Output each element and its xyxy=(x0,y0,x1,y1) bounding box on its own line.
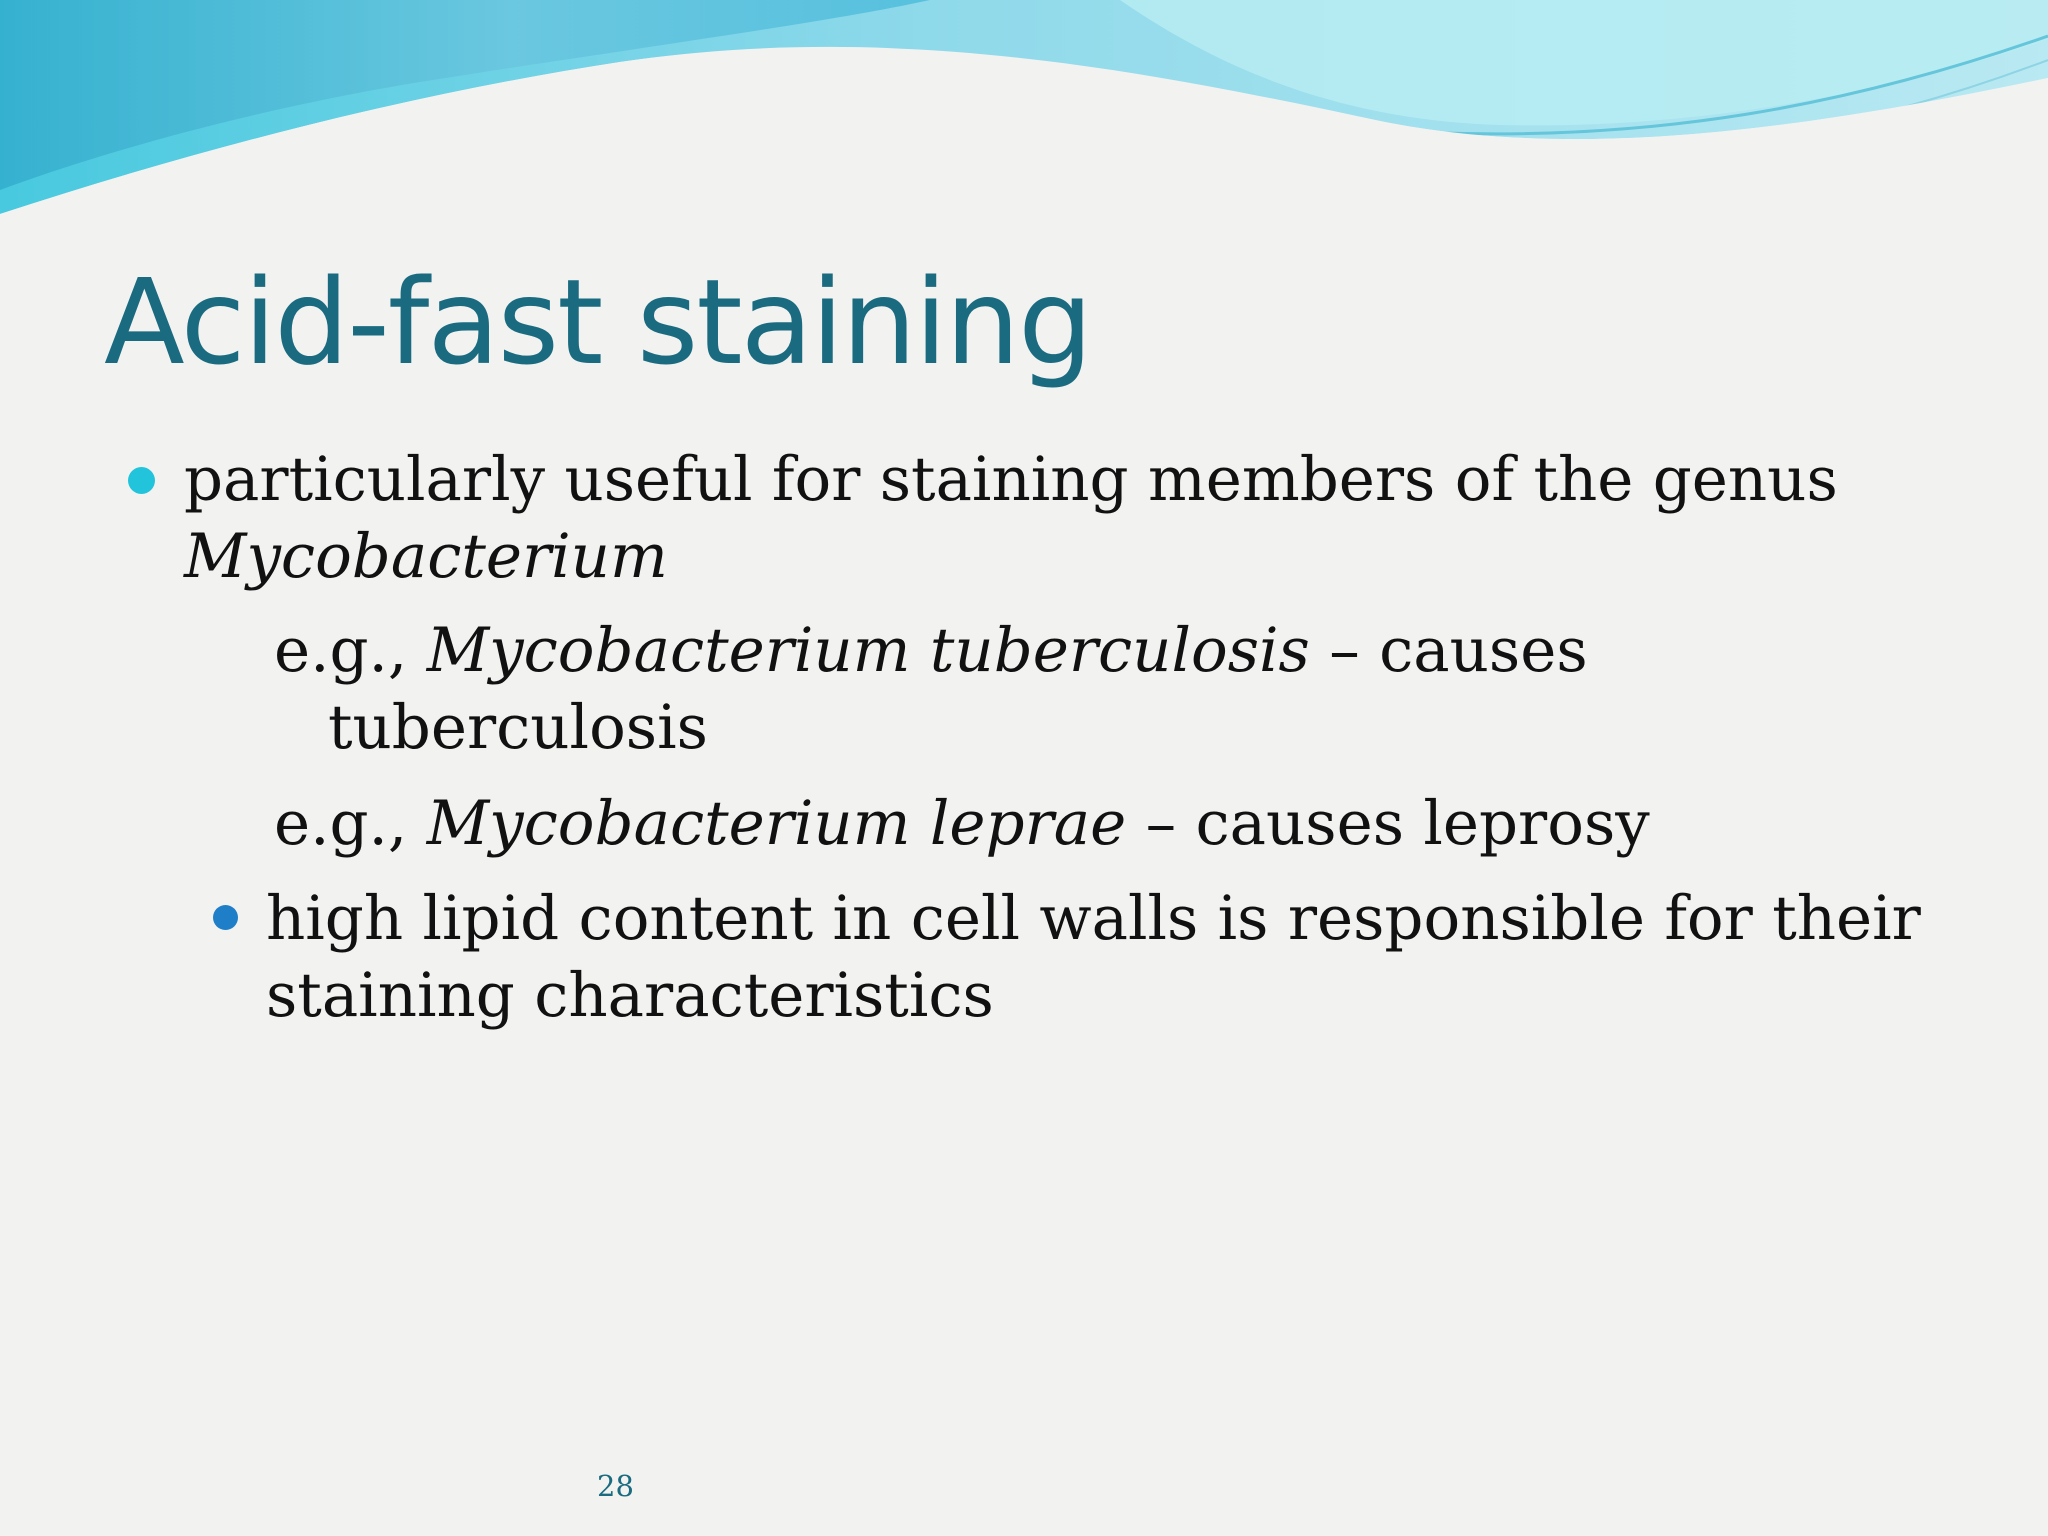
wave-header-decoration xyxy=(0,0,2048,240)
genus-name: Mycobacterium xyxy=(184,521,668,592)
primary-bullet-icon xyxy=(128,467,155,494)
example-tuberculosis xyxy=(274,612,1588,766)
example-suffix: – causes xyxy=(1309,615,1588,686)
organism-name-leprae: Mycobacterium leprae xyxy=(426,788,1127,859)
bullet-genus-line-1: particularly useful for staining members of the genus xyxy=(184,444,1838,515)
slide-title: Acid-fast staining xyxy=(104,253,1091,391)
example-leprae xyxy=(274,785,1650,862)
example-suffix: – causes leprosy xyxy=(1126,788,1650,859)
bullet-lipid-line-1: high lipid content in cell walls is responsible for their xyxy=(266,883,1921,954)
example-prefix: e.g., xyxy=(274,788,427,859)
bullet-lipid-content xyxy=(266,880,1921,1034)
bullet-lipid-line-2: staining characteristics xyxy=(266,960,994,1031)
example-tuberculosis-line-2: tuberculosis xyxy=(328,692,708,763)
bullet-genus xyxy=(184,441,1838,595)
example-prefix: e.g., xyxy=(274,615,427,686)
secondary-bullet-icon xyxy=(213,905,238,930)
organism-name-tuberculosis: Mycobacterium tuberculosis xyxy=(426,615,1310,686)
page-number: 28 xyxy=(597,1469,634,1503)
example-tuberculosis-line-1 xyxy=(274,612,1588,689)
bullet-genus-line-2 xyxy=(184,518,1838,595)
